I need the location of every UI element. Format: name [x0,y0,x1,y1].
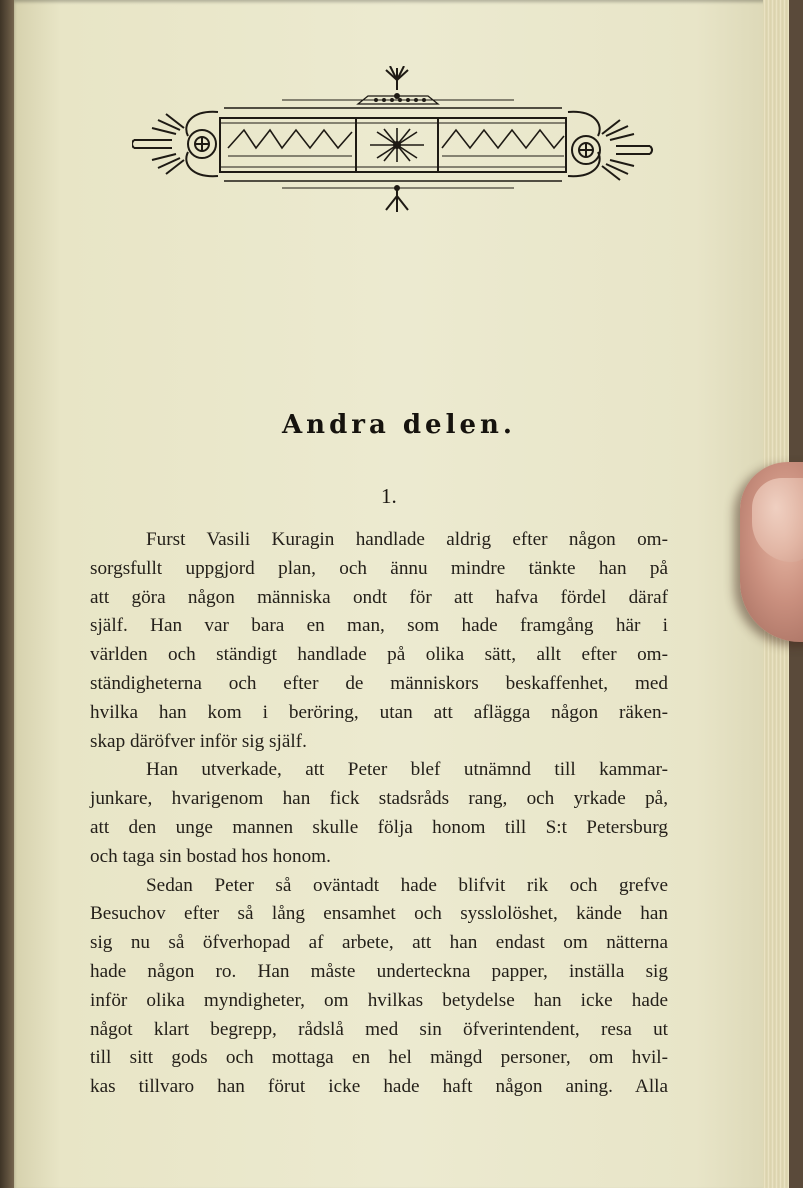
text-line: till sitt gods och mottaga en hel mängd personer, om hvil- [90,1047,668,1069]
text-line: kas tillvaro han förut icke hade haft någon aning. Alla [90,1076,668,1098]
text-line: själf. Han var bara en man, som hade framgång här i [90,615,668,637]
text-line: hvilka han kom i beröring, utan att aflägga någon räken- [90,701,668,723]
paragraph [90,756,668,871]
text-line: junkare, hvarigenom han fick stadsråds rang, och yrkade på, [90,788,668,810]
text-line: ständigheterna och efter de människors beskaffenhet, med [90,672,668,694]
body-text [90,526,668,1102]
text-line: och taga sin bostad hos honom. [90,845,331,867]
text-line: hade någon ro. Han måste underteckna papper, inställa sig [90,960,668,982]
chapter-number: 1. [381,484,397,508]
decorative-header-ornament [132,66,654,214]
text-line: Furst Vasili Kuragin handlade aldrig efter någon om- [146,529,668,550]
text-line: Sedan Peter så oväntadt hade blifvit rik och grefve [146,874,668,896]
text-line: sig nu så öfverhopad af arbete, att han endast om nätterna [90,932,668,954]
text-line: skap däröfver inför sig själf. [90,730,307,752]
text-line: världen och ständigt handlade på olika sätt, allt efter om- [90,644,668,666]
text-line: att göra någon människa ondt för att hafva fördel däraf [90,586,668,608]
paragraph [90,526,668,756]
paragraph [90,872,668,1102]
text-line: Besuchov efter så lång ensamhet och sysslolöshet, kände han [90,903,668,925]
text-line: inför olika myndigheter, om hvilkas betydelse han icke hade [90,989,668,1011]
section-heading: Andra delen. [282,410,516,440]
text-line: sorgsfullt uppgjord plan, och ännu mindre tänkte han på [90,557,668,579]
text-line: att den unge mannen skulle följa honom till S:t Petersburg [90,816,668,838]
text-line: Han utverkade, att Peter blef utnämnd till kammar- [146,759,668,781]
text-line: något klart begrepp, rådslå med sin öfverintendent, resa ut [90,1018,668,1040]
